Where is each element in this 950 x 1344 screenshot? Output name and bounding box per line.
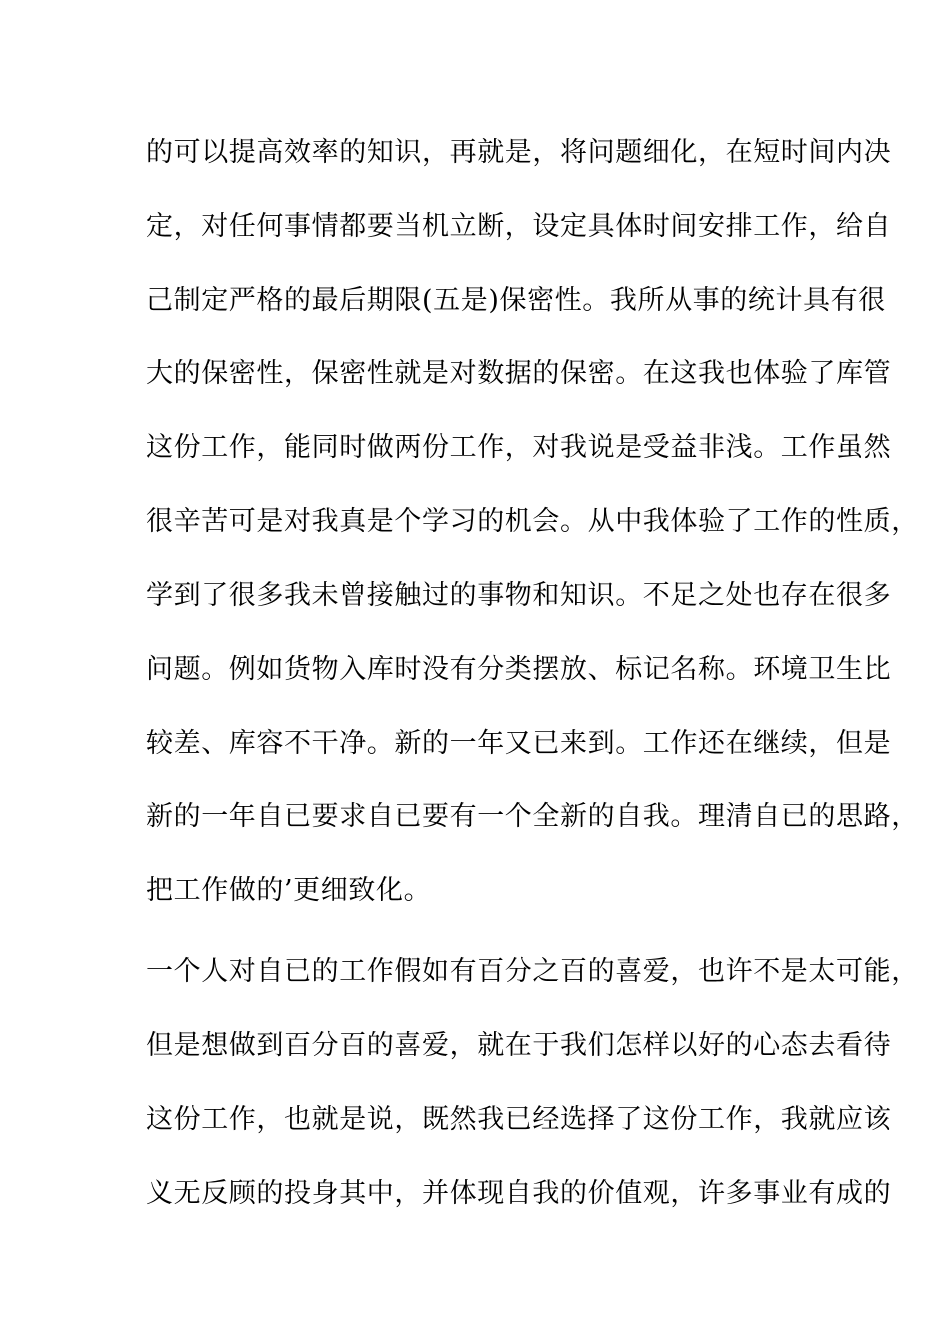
text-line: 新的一年自已要求自已要有一个全新的自我。理清自已的思路， (146, 801, 919, 832)
text-line: 这份工作，也就是说，既然我已经选择了这份工作，我就应该 (146, 1104, 892, 1135)
text-line: 己制定严格的最后期限(五是)保密性。我所从事的统计具有很 (146, 285, 886, 316)
text-line: 定，对任何事情都要当机立断，设定具体时间安排工作，给自 (146, 211, 892, 242)
text-line: 但是想做到百分百的喜爱，就在于我们怎样以好的心态去看待 (146, 1030, 892, 1061)
text-line: 的可以提高效率的知识，再就是，将问题细化，在短时间内决 (146, 137, 892, 168)
text-line: 学到了很多我未曾接触过的事物和知识。不足之处也存在很多 (146, 580, 892, 611)
text-line: 较差、库容不干净。新的一年又已来到。工作还在继续，但是 (146, 728, 892, 759)
text-line: 一个人对自已的工作假如有百分之百的喜爱，也许不是太可能， (146, 956, 919, 987)
text-line: 这份工作，能同时做两份工作，对我说是受益非浅。工作虽然 (146, 432, 892, 463)
text-line: 很辛苦可是对我真是个学习的机会。从中我体验了工作的性质， (146, 506, 919, 537)
text-line: 义无反顾的投身其中，并体现自我的价值观，许多事业有成的 (146, 1178, 892, 1209)
text-line: 问题。例如货物入库时没有分类摆放、标记名称。环境卫生比 (146, 654, 892, 685)
text-line: 把工作做的’更细致化。 (146, 875, 432, 906)
text-line: 大的保密性，保密性就是对数据的保密。在这我也体验了库管 (146, 358, 892, 389)
